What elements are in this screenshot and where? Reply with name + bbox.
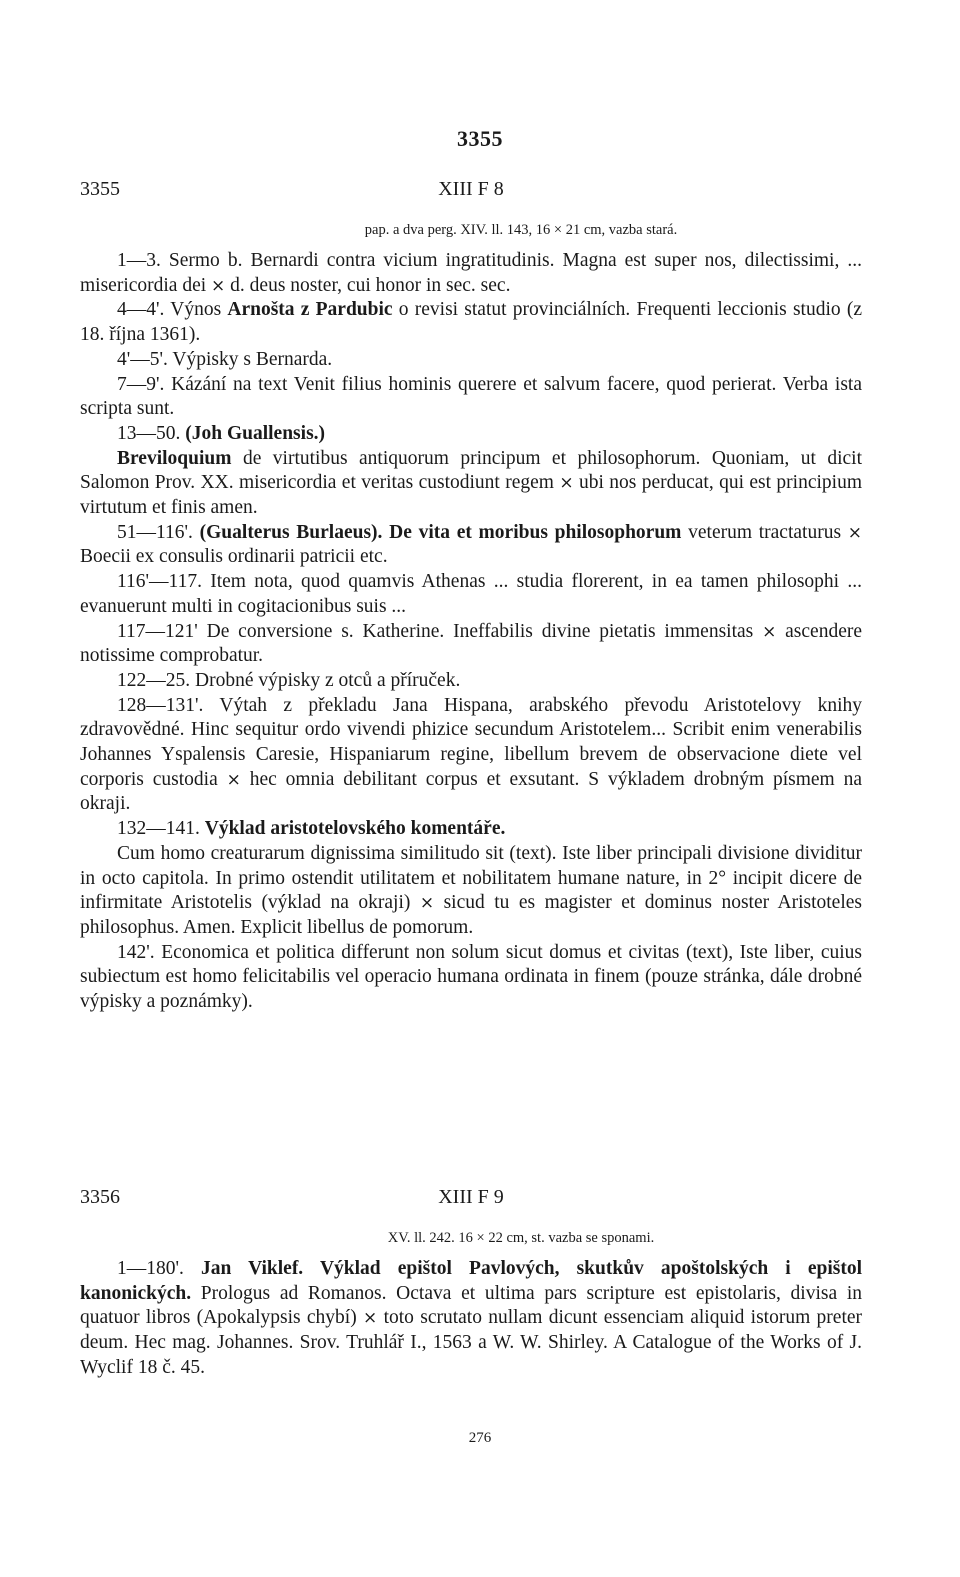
catalog-entry-3356 <box>80 1186 862 1381</box>
item-4: 4—4'. Výnos Arnošta z Pardubic o revisi statut provinciálních. Frequenti leccionis studio (z 18. října 1361). <box>80 299 862 346</box>
cross-mark: × <box>847 522 863 543</box>
item-13-50: 13—50. (Joh Guallensis.) <box>117 422 326 444</box>
cross-mark: × <box>559 473 574 494</box>
page-number: 276 <box>468 1430 492 1446</box>
item-7-9: 7—9'. Kázání na text Venit filius hominis querere et salvum facere, quod perierat. Verba ista scripta sunt. <box>80 373 862 420</box>
entry-header <box>80 1186 862 1216</box>
item-1-180: 1—180'. Jan Viklef. Výklad epištol Pavlových, skutkův apoštolských i epištol kanonických. Prologus ad Romanos. Octava et ultima pars scripture est epistolaris, divisa in quatuor libros (Apokalypsis chybí) × toto scrutato nullam dicunt essenciam aliquid istorum preter deum. Hec mag. Johannes. Srov. Truhlář I., 1563 a W. W. Shirley. A Catalogue of the Works of J. Wyclif 18 č. 45. <box>80 1258 863 1378</box>
entry-number: 3355 <box>80 178 120 200</box>
cross-mark: × <box>226 769 241 790</box>
item-117-121: 117—121' De conversione s. Katherine. Ineffabilis divine pietatis immensitas × ascendere notissime comprobatur. <box>80 620 863 667</box>
entry-number: 3356 <box>80 1186 120 1208</box>
item-breviloquium: Breviloquium de virtutibus antiquorum principum et philosophorum. Quoniam, ut dicit Salomon Prov. XX. misericordia et veritas custodiunt regem × ubi nos perducat, qui est principium virtutum et finis amen. <box>80 447 863 519</box>
catalog-entry-3355 <box>80 178 862 1015</box>
item-1-3: 1—3. Sermo b. Bernardi contra vicium ingratitudinis. Magna est super nos, dilectissimi, ... misericordia dei × d. deus noster, cui honor in sec. sec. <box>80 250 862 296</box>
cross-mark: × <box>419 893 435 914</box>
item-cum-homo: Cum homo creaturarum dignissima similitudo sit (text). Iste liber principali divisione dividitur in octo capitola. In primo ostendit utilitatem et nobilitatem humane nature, in 2° incipit dicere de infirmitate Aristotelis (výklad na okraji) × sicud tu es magister et dominus noster Aristoteles philosophus. Amen. Explicit libellus de pomorum. <box>80 842 862 938</box>
cross-mark: × <box>363 1308 378 1329</box>
item-142: 142'. Economica et politica differunt non solum sicut domus et civitas (text), Iste liber, cuius subiectum est homo felicitabilis vel operacio humana ordinata in finem (pouze stránka, dále drobné výpisky a poznámky). <box>80 941 862 1013</box>
physical-description: pap. a dva perg. XIV. ll. 143, 16 × 21 cm, vazba stará. <box>364 222 678 238</box>
cross-mark: × <box>762 621 777 642</box>
cross-mark: × <box>211 275 226 296</box>
running-head: 3355 <box>457 126 503 151</box>
item-51-116: 51—116'. (Gualterus Burlaeus). De vita et moribus philosophorum veterum tractaturus × Boecii ex consulis ordinarii patricii etc. <box>80 521 863 568</box>
entry-body <box>80 1257 862 1381</box>
entry-header <box>80 178 862 208</box>
physical-description: XV. ll. 242. 16 × 22 cm, st. vazba se sponami. <box>387 1230 655 1246</box>
shelf-signature: XIII F 9 <box>438 1186 504 1208</box>
item-116-117: 116'—117. Item nota, quod quamvis Athenas ... studia florerent, in ea tamen philosophi ... evanuerunt multi in cogitacionibus suis ... <box>80 571 862 617</box>
item-128-131: 128—131'. Výtah z překladu Jana Hispana, arabského převodu Aristotelovy knihy zdravovědné. Hinc sequitur ordo vivendi phizice secundum Aristotelem... Scribit enim venerabilis Johannes Yspalensis Caresie, Hispaniarum regine, libellum brevem de observacione diete vel corporis custodia × hec omnia debilitant corpus et exsutant. S výkladem drobným písmem na okraji. <box>80 694 863 815</box>
item-122-125: 122—25. Drobné výpisky z otců a příruček. <box>117 669 461 691</box>
shelf-signature: XIII F 8 <box>438 178 504 200</box>
item-132-141: 132—141. Výklad aristotelovského komentáře. <box>117 818 506 840</box>
entry-body <box>80 249 862 1015</box>
item-4-5: 4'—5'. Výpisky s Bernarda. <box>117 348 333 370</box>
